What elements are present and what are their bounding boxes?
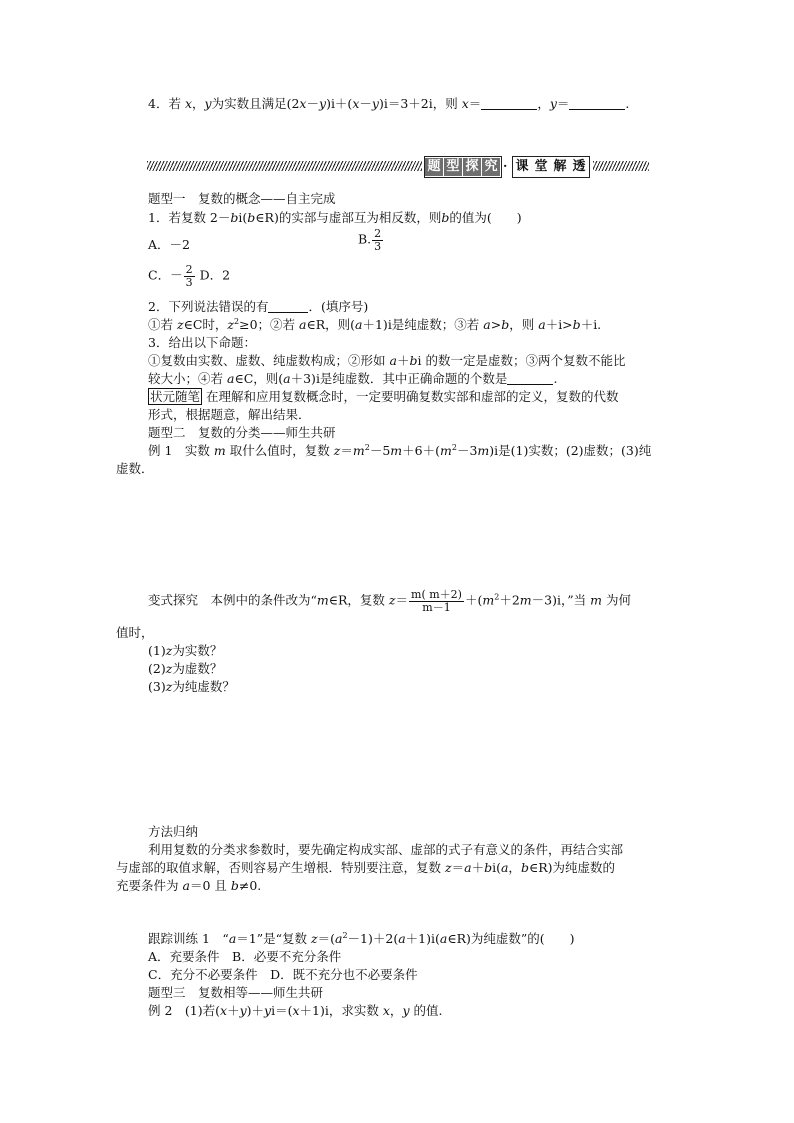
tracking-options-ab[interactable]: A．充要条件 B．必要不充分条件	[148, 949, 342, 964]
banner-section-title: 题 型 探 究	[424, 156, 502, 178]
example-1-line2: 虚数．	[116, 461, 154, 476]
question-3: 3．给出以下命题：	[148, 335, 256, 350]
section-2-heading: 题型二 复数的分类——师生共研	[148, 425, 336, 440]
answer-blank-q2[interactable]	[268, 300, 308, 313]
variant-line2: 值时，	[116, 625, 154, 640]
banner-dot: ·	[503, 158, 508, 173]
example-2: 例 2 (1)若(x＋y)＋yi＝(x＋1)i，求实数 x，y 的值.	[148, 1003, 443, 1018]
method-title: 方法归纳	[148, 824, 199, 839]
tip-line1: 状元随笔 在理解和应用复数概念时，一定要明确复数实部和虚部的定义，复数的代数	[150, 389, 619, 404]
question-4: 4．若 x，y为实数且满足(2x－y)i＋(x－y)i＝3＋2i，则 x＝ ，y＝ .	[148, 96, 630, 111]
tip-label: 状元随笔	[150, 389, 201, 404]
section-3-heading: 题型三 复数相等——师生共研	[148, 985, 324, 1000]
question-2: 2．下列说法错误的有 ．(填序号)	[148, 299, 369, 314]
question-3-line2: 较大小；④若 a∈C，则(a＋3)i是纯虚数．其中正确命题的个数是 .	[148, 371, 558, 386]
method-line1: 利用复数的分类求参数时，要先确定构成实部、虚部的式子有意义的条件，再结合实部	[148, 842, 624, 857]
option-b-fraction: $\frac{2}{3}$	[374, 227, 382, 253]
example-1-line1: 例 1 实数 m 取什么值时，复数 $z=m^2-5m+6+(m^2-3m)i$是(1)实数；(2)虚数；(3)纯	[148, 443, 652, 458]
question-1: 1．若复数 2－bi(b∈R)的实部与虚部互为相反数，则b的值为( )	[148, 210, 522, 225]
banner-section-subtitle: 课 堂 解 透	[512, 156, 590, 178]
option-b[interactable]: B. $\frac{2}{3}$	[358, 227, 382, 253]
variant-sub-1: (1)z为实数？	[148, 643, 223, 658]
answer-blank-y[interactable]	[569, 97, 625, 110]
tip-line2: 形式，根据题意，解出结果．	[148, 407, 311, 422]
variant-line1: 变式探究 本例中的条件改为“m∈R，复数 z＝ $\frac{m( m+2)}{m-1}$ $+(m^2+2m-3)i$，”当 m 为何	[148, 588, 631, 614]
method-line2: 与虚部的取值求解，否则容易产生增根．特别要注意，复数 z＝a＋bi(a，b∈R)为纯虚数的	[116, 860, 616, 875]
answer-blank-x[interactable]	[481, 97, 537, 110]
option-c-fraction: $\frac{2}{3}$	[185, 263, 193, 289]
banner-hatch-left	[147, 161, 422, 171]
section-1-heading: 题型一 复数的概念——自主完成	[148, 191, 336, 206]
variant-fraction: $\frac{m( m+2)}{m-1}$	[411, 588, 462, 614]
answer-blank-q3[interactable]	[507, 372, 553, 385]
option-a[interactable]: A．－2	[148, 237, 190, 252]
option-c-d[interactable]: C．－ $\frac{2}{3}$ D．2	[148, 263, 231, 289]
question-2-statements: ①若 z∈C时，$z^2\ge 0$；②若 a∈R，则(a＋1)i是纯虚数；③若 a>b，则 a＋i>b＋i.	[148, 317, 602, 332]
variant-sub-3: (3)z为纯虚数？	[148, 679, 235, 694]
variant-sub-2: (2)z为虚数？	[148, 661, 223, 676]
tracking-options-cd[interactable]: C．充分不必要条件 D．既不充分也不必要条件	[148, 967, 418, 982]
question-3-line1: ①复数由实数、虚数、纯虚数构成；②形如 a＋bi 的数一定是虚数；③两个复数不能比	[148, 353, 626, 368]
method-line3: 充要条件为 a＝0 且 b≠0.	[116, 878, 262, 893]
banner-hatch-right	[593, 161, 649, 171]
tracking-question: 跟踪训练 1 “a＝1”是“复数 $z=(a^2-1)+2(a+1)i(a\in R)$为纯虚数”的( )	[148, 931, 575, 946]
